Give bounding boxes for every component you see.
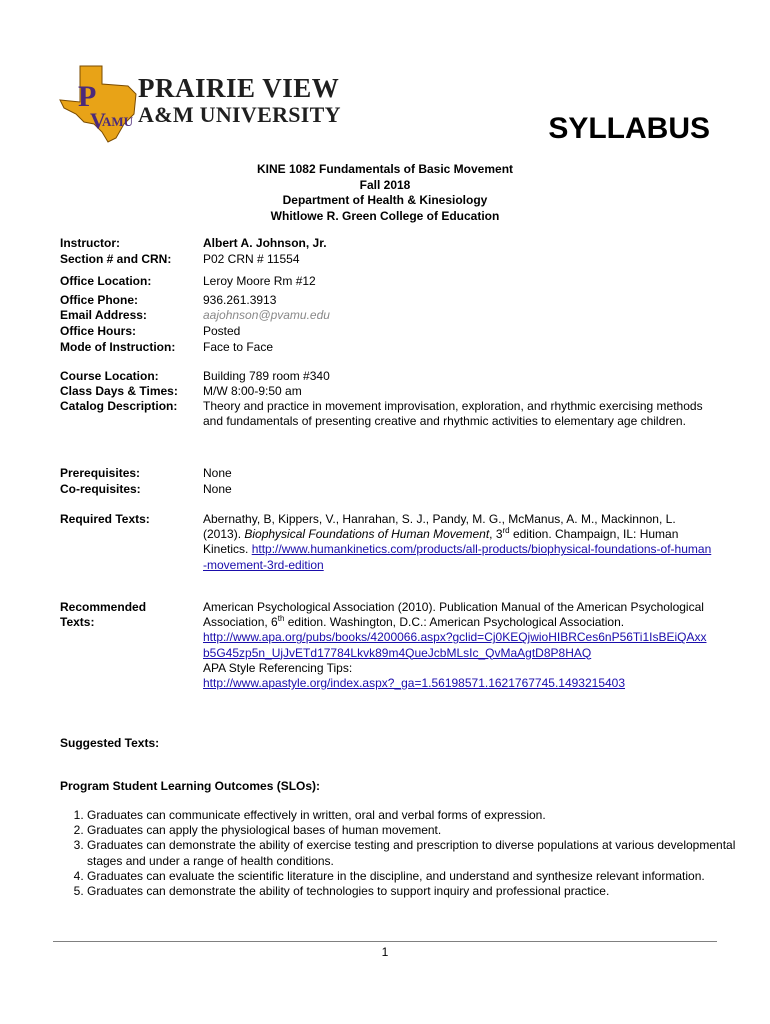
recommended-citation-post: edition. Washington, D.C.: American Psychological Association. bbox=[284, 615, 625, 630]
course-term: Fall 2018 bbox=[359, 177, 411, 192]
slo-item: 5. Graduates can demonstrate the ability of technologies to support inquiry and professional practice. bbox=[87, 884, 739, 899]
instructor-label: Instructor: bbox=[60, 236, 120, 250]
apa-style-link[interactable]: http://www.apastyle.org/index.aspx?_ga=1.56198571.1621767745.1493215403 bbox=[203, 676, 626, 691]
email-label: Email Address: bbox=[60, 308, 147, 322]
office-phone-label: Office Phone: bbox=[60, 293, 139, 307]
office-hours-row bbox=[60, 324, 712, 339]
office-phone-value: 936.261.3913 bbox=[203, 293, 277, 307]
suggested-texts-label: Suggested Texts: bbox=[60, 736, 160, 750]
required-edition-pre: , 3 bbox=[489, 527, 503, 542]
catalog-label: Catalog Description: bbox=[60, 399, 178, 413]
section-row bbox=[60, 252, 712, 267]
required-texts-link[interactable]: http://www.humankinetics.com/products/all-products/biophysical-foundations-of-human-movement-3rd-edition bbox=[203, 542, 712, 572]
recommended-label-line1: Recommended bbox=[60, 600, 147, 614]
office-location-value: Leroy Moore Rm #12 bbox=[203, 274, 316, 288]
recommended-citation bbox=[203, 600, 712, 630]
email-value[interactable]: aajohnson@pvamu.edu bbox=[203, 308, 330, 322]
course-location-label: Course Location: bbox=[60, 369, 159, 383]
required-edition-sup: rd bbox=[502, 526, 510, 536]
office-location-row bbox=[60, 274, 712, 289]
office-hours-value: Posted bbox=[203, 324, 241, 338]
instructor-value: Albert A. Johnson, Jr. bbox=[203, 236, 327, 250]
required-texts-value bbox=[203, 512, 712, 573]
slo-item: 3. Graduates can demonstrate the ability of exercise testing and prescription to diverse populations at various developmental stages and under a range of health conditions. bbox=[87, 838, 739, 868]
section-value: P02 CRN # 11554 bbox=[203, 252, 300, 266]
instructor-row bbox=[60, 236, 712, 251]
course-location-row bbox=[60, 369, 712, 384]
recommended-texts-row bbox=[60, 600, 712, 691]
page-number: 1 bbox=[381, 945, 389, 959]
course-location-value: Building 789 room #340 bbox=[203, 369, 330, 383]
course-college: Whitlowe R. Green College of Education bbox=[270, 208, 500, 223]
prereq-value: None bbox=[203, 466, 232, 480]
office-location-label: Office Location: bbox=[60, 274, 152, 288]
svg-text:P: P bbox=[78, 80, 97, 113]
required-book-title: Biophysical Foundations of Human Movement bbox=[244, 527, 490, 542]
slo-item: 2. Graduates can apply the physiological bases of human movement. bbox=[87, 823, 739, 838]
apa-manual-link[interactable]: http://www.apa.org/pubs/books/4200066.aspx?gclid=Cj0KEQjwioHIBRCes6nP56Ti1IsBEiQAxxb5G45zp5n_UjJvETd17784Lkvk89m4QueJcbMLsIc_QvMaAgtD8P8HAQ bbox=[203, 630, 707, 660]
mode-value: Face to Face bbox=[203, 340, 274, 354]
course-department: Department of Health & Kinesiology bbox=[282, 193, 488, 207]
coreq-label: Co-requisites: bbox=[60, 482, 141, 496]
footer-divider bbox=[53, 941, 717, 942]
svg-text:V: V bbox=[90, 108, 106, 133]
recommended-texts-value bbox=[203, 600, 712, 691]
class-days-row bbox=[60, 384, 712, 399]
svg-text:AMU: AMU bbox=[102, 114, 134, 129]
required-texts-row bbox=[60, 512, 712, 573]
required-texts-label: Required Texts: bbox=[60, 512, 150, 526]
slo-item: 4. Graduates can evaluate the scientific literature in the discipline, and understand and synthesize relevant information. bbox=[87, 869, 739, 884]
class-days-label: Class Days & Times: bbox=[60, 384, 178, 398]
recommended-citation-pre: American Psychological Association (2010). Publication Manual of the American Psychological Association, 6 bbox=[203, 600, 704, 630]
required-authors: Abernathy, B, Kippers, V., Hanrahan, S. J., Pandy, M. G., McManus, A. M., Mackinnon, L. (2013). bbox=[203, 512, 676, 542]
logo-line-1: PRAIRIE VIEW bbox=[138, 73, 340, 103]
required-edition-post: edition. Champaign, IL: Human Kinetics. bbox=[203, 527, 679, 557]
section-label: Section # and CRN: bbox=[60, 252, 172, 266]
recommended-label-line2: Texts: bbox=[60, 615, 95, 630]
page-title: SYLLABUS bbox=[548, 112, 710, 145]
logo-line-2: A&M UNIVERSITY bbox=[138, 102, 341, 127]
course-name: KINE 1082 Fundamentals of Basic Movement bbox=[256, 162, 514, 176]
slo-heading: Program Student Learning Outcomes (SLOs): bbox=[60, 779, 321, 793]
mode-label: Mode of Instruction: bbox=[60, 340, 176, 354]
slo-list bbox=[60, 808, 739, 899]
prereq-row bbox=[60, 466, 712, 481]
catalog-row bbox=[60, 399, 712, 429]
apa-tips-label: APA Style Referencing Tips: bbox=[203, 660, 353, 675]
course-header bbox=[0, 162, 770, 224]
office-hours-label: Office Hours: bbox=[60, 324, 137, 338]
mode-row bbox=[60, 340, 712, 355]
slo-item: 1. Graduates can communicate effectively in written, oral and verbal forms of expression. bbox=[87, 808, 739, 823]
recommended-texts-label bbox=[60, 600, 200, 630]
prereq-label: Prerequisites: bbox=[60, 466, 141, 480]
coreq-value: None bbox=[203, 482, 232, 496]
logo-wordmark bbox=[138, 74, 341, 126]
catalog-value: Theory and practice in movement improvisation, exploration, and rhythmic exercising methods and fundamentals of presenting creative and rhythmic activities to elementary age children. bbox=[203, 399, 703, 429]
coreq-row bbox=[60, 482, 712, 497]
class-days-value: M/W 8:00-9:50 am bbox=[203, 384, 302, 398]
email-row bbox=[60, 308, 712, 323]
office-phone-row bbox=[60, 293, 712, 308]
recommended-citation-sup: th bbox=[277, 614, 285, 624]
